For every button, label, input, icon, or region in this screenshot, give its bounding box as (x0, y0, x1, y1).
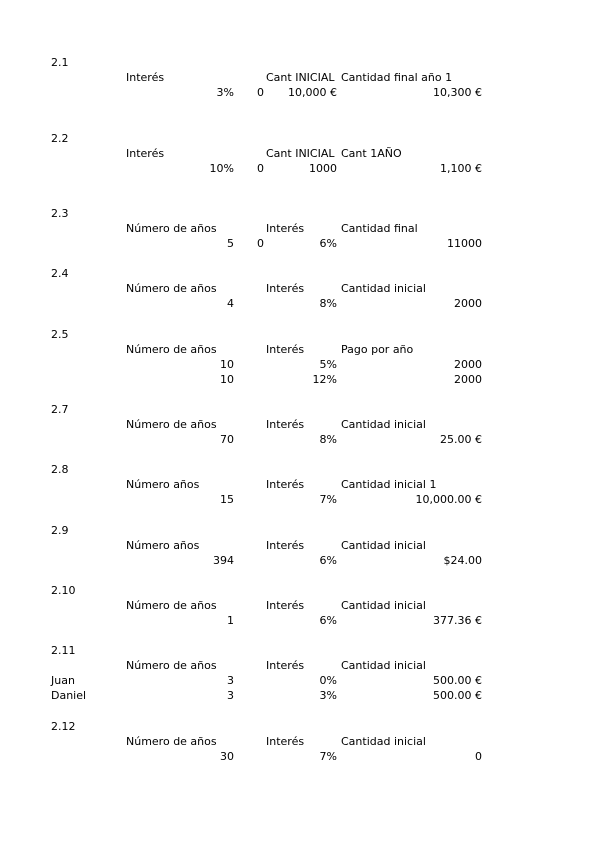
value-cant-inicial: 10,000 € (288, 86, 337, 99)
header-numero-anios: Número de años (126, 599, 217, 612)
value-numero-anios: 4 (227, 297, 234, 310)
header-cantidad: Cantidad inicial (341, 282, 426, 295)
header-cantidad: Cantidad inicial (341, 735, 426, 748)
section-2-11-header-row (0, 658, 599, 673)
header-numero-anios: Número años (126, 539, 200, 552)
section-2-1-heading (0, 55, 599, 70)
section-2-2-header-row (0, 146, 599, 161)
header-interes: Interés (266, 282, 305, 295)
value-nombre: Daniel (51, 689, 87, 702)
section-2-1-value-row (0, 85, 599, 100)
section-2-12-header-row (0, 734, 599, 749)
section-2-4-header-row (0, 281, 599, 296)
section-2-8-value-row (0, 492, 599, 507)
section-id: 2.9 (51, 524, 69, 537)
header-interes: Interés (266, 539, 305, 552)
value-cantidad: 2000 (454, 297, 482, 310)
section-2-7-heading (0, 402, 599, 417)
value-zero: 0 (257, 162, 264, 175)
section-2-3-value-row (0, 236, 599, 251)
section-2-12-heading (0, 719, 599, 734)
header-interes: Interés (266, 659, 305, 672)
section-2-5-header-row (0, 342, 599, 357)
section-2-10-header-row (0, 598, 599, 613)
value-numero-anios: 1 (227, 614, 234, 627)
value-pago-por-anio: 2000 (454, 358, 482, 371)
header-cantidad: Cantidad final (341, 222, 418, 235)
section-2-10-value-row (0, 613, 599, 628)
section-2-4-value-row (0, 296, 599, 311)
value-interes: 8% (319, 433, 337, 446)
value-cantidad: 11000 (447, 237, 482, 250)
section-2-8-heading (0, 462, 599, 477)
section-id: 2.7 (51, 403, 69, 416)
value-interes: 7% (319, 750, 337, 763)
section-2-5-value-row (0, 357, 599, 372)
header-numero-anios: Número de años (126, 282, 217, 295)
section-2-11-value-row (0, 688, 599, 703)
header-interes: Interés (266, 599, 305, 612)
header-cantidad-final: Cantidad final año 1 (341, 71, 453, 84)
section-id: 2.12 (51, 720, 76, 733)
value-cantidad: 500.00 € (433, 689, 482, 702)
value-interes: 6% (319, 237, 337, 250)
value-numero-anios: 10 (220, 358, 234, 371)
value-cantidad: 25.00 € (440, 433, 482, 446)
value-interes: 12% (312, 373, 337, 386)
value-cantidad: 0 (475, 750, 482, 763)
section-2-3-heading (0, 206, 599, 221)
header-interes: Interés (266, 418, 305, 431)
value-numero-anios: 30 (220, 750, 234, 763)
section-id: 2.8 (51, 463, 69, 476)
header-numero-anios: Número años (126, 478, 200, 491)
header-interes: Interés (126, 71, 165, 84)
section-2-11-value-row (0, 673, 599, 688)
header-interes: Interés (266, 343, 305, 356)
header-numero-anios: Número de años (126, 659, 217, 672)
header-numero-anios: Número de años (126, 418, 217, 431)
value-interes: 5% (319, 358, 337, 371)
section-2-2-value-row (0, 161, 599, 176)
section-2-9-heading (0, 523, 599, 538)
value-numero-anios: 10 (220, 373, 234, 386)
value-interes: 6% (319, 614, 337, 627)
value-numero-anios: 5 (227, 237, 234, 250)
value-zero: 0 (257, 86, 264, 99)
value-cantidad: 10,000.00 € (415, 493, 482, 506)
header-cant-inicial: Cant INICIAL (266, 71, 335, 84)
header-interes: Interés (266, 222, 305, 235)
header-cant-inicial: Cant INICIAL (266, 147, 335, 160)
section-2-7-value-row (0, 432, 599, 447)
header-numero-anios: Número de años (126, 343, 217, 356)
section-2-7-header-row (0, 417, 599, 432)
header-numero-anios: Número de años (126, 735, 217, 748)
value-zero: 0 (257, 237, 264, 250)
section-id: 2.3 (51, 207, 69, 220)
section-2-2-heading (0, 131, 599, 146)
section-id: 2.1 (51, 56, 69, 69)
value-cantidad: 377.36 € (433, 614, 482, 627)
section-id: 2.5 (51, 328, 69, 341)
value-pago-por-anio: 2000 (454, 373, 482, 386)
value-cantidad-final: 10,300 € (433, 86, 482, 99)
value-cant-inicial: 1000 (309, 162, 337, 175)
header-numero-anios: Número de años (126, 222, 217, 235)
header-cantidad: Cantidad inicial (341, 599, 426, 612)
value-cantidad: $24.00 (443, 554, 482, 567)
value-cant-1-anio: 1,100 € (440, 162, 482, 175)
section-id: 2.4 (51, 267, 69, 280)
header-pago-por-anio: Pago por año (341, 343, 414, 356)
header-interes: Interés (266, 735, 305, 748)
header-interes: Interés (266, 478, 305, 491)
value-interes: 3% (216, 86, 234, 99)
section-2-9-header-row (0, 538, 599, 553)
header-cantidad: Cantidad inicial (341, 659, 426, 672)
value-interes: 10% (209, 162, 234, 175)
section-id: 2.10 (51, 584, 76, 597)
value-interes: 6% (319, 554, 337, 567)
value-numero-anios: 70 (220, 433, 234, 446)
section-2-5-heading (0, 327, 599, 342)
section-id: 2.2 (51, 132, 69, 145)
section-2-4-heading (0, 266, 599, 281)
section-2-1-header-row (0, 70, 599, 85)
value-cantidad: 500.00 € (433, 674, 482, 687)
value-numero-anios: 3 (227, 674, 234, 687)
header-cantidad: Cantidad inicial (341, 418, 426, 431)
section-2-8-header-row (0, 477, 599, 492)
header-cant-1-anio: Cant 1AÑO (341, 147, 402, 160)
header-interes: Interés (126, 147, 165, 160)
section-2-3-header-row (0, 221, 599, 236)
value-interes: 0% (319, 674, 337, 687)
value-numero-anios: 394 (213, 554, 234, 567)
value-nombre: Juan (51, 674, 75, 687)
section-2-9-value-row (0, 553, 599, 568)
header-cantidad: Cantidad inicial (341, 539, 426, 552)
value-numero-anios: 3 (227, 689, 234, 702)
section-id: 2.11 (51, 644, 76, 657)
section-2-10-heading (0, 583, 599, 598)
section-2-5-value-row (0, 372, 599, 387)
value-numero-anios: 15 (220, 493, 234, 506)
value-interes: 3% (319, 689, 337, 702)
header-cantidad: Cantidad inicial 1 (341, 478, 437, 491)
value-interes: 8% (319, 297, 337, 310)
value-interes: 7% (319, 493, 337, 506)
section-2-12-value-row (0, 749, 599, 764)
section-2-11-heading (0, 643, 599, 658)
